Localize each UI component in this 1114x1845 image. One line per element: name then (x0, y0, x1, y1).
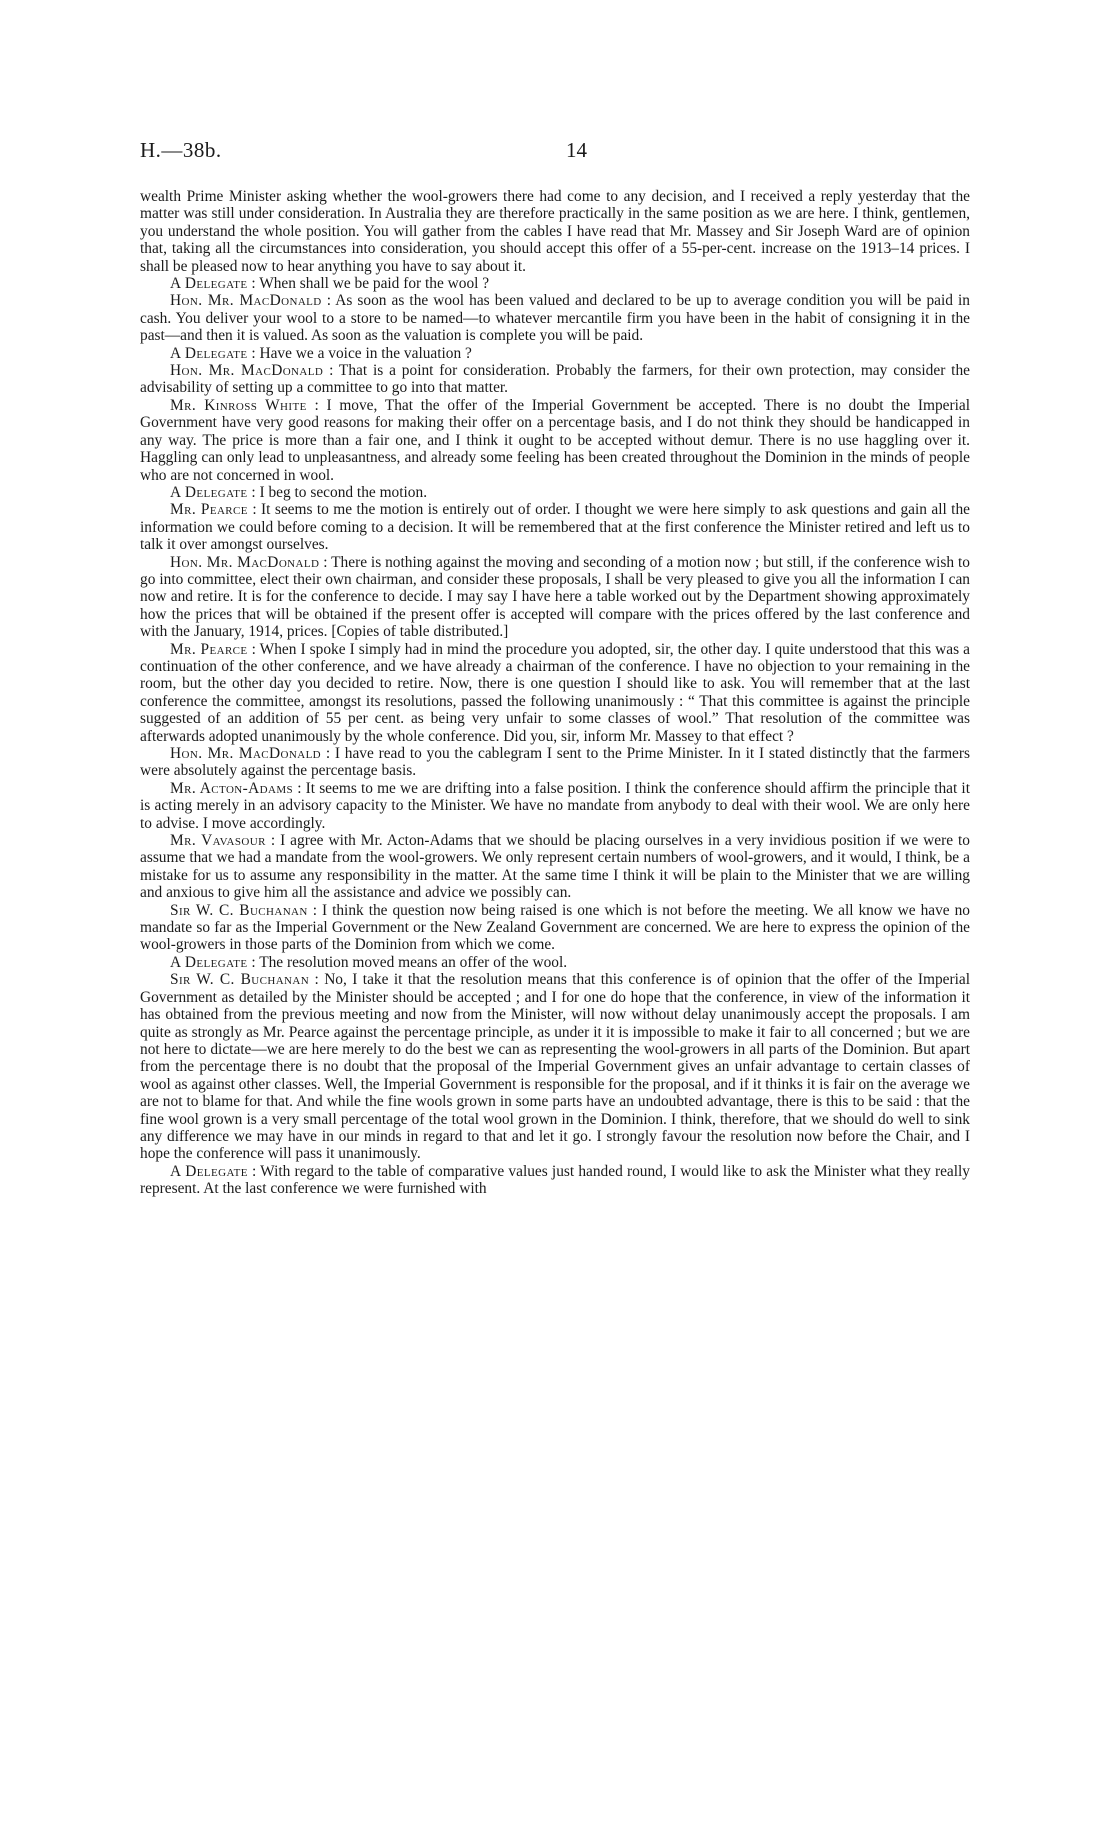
paragraph (140, 484, 970, 501)
paragraph-text: : Have we a voice in the valuation ? (251, 344, 472, 362)
paragraph-text: : I move, That the offer of the Imperial Government be accepted. There is no doubt the Imperial Government have very good reasons for making their offer on a percentage basis, and I do not think they should be handicapped in any way. The price is more than a fair one, and I think it ought to be accepted without demur. There is no use haggling over it. Haggling can only lead to unpleasantness, and already some feeling has been created throughout the Dominion in the minds of people who are not concerned in wool. (140, 396, 970, 484)
speaker-name: A Delegate (170, 344, 248, 362)
speaker-name: A Delegate (170, 1162, 248, 1180)
paragraph-text: : There is nothing against the moving and seconding of a motion now ; but still, if the conference wish to go into committee, elect their own chairman, and consider these proposals, I shall be very pleased to give you all the information I can now and retire. It is for the conference to decide. I may say I have here a table worked out by the Department showing approximately how the prices that will be obtained if the present offer is accepted will compare with the prices offered by the last conference and with the January, 1914, prices. [Copies of table distributed.] (140, 553, 970, 641)
paragraph (140, 275, 970, 292)
paragraph-text: : It seems to me the motion is entirely out of order. I thought we were here simply to ask questions and gain all the information we could before coming to a decision. It will be remembered that at the first conference the Minister retired and left us to talk it over amongst ourselves. (140, 501, 970, 554)
body-text (140, 188, 970, 1198)
paragraph (140, 362, 970, 397)
paragraph-text: : When I spoke I simply had in mind the procedure you adopted, sir, the other day. I quite understood that this was a continuation of the other conference, and we have already a chairman of the conference. I have no objection to your remaining in the room, but the other day you decided to retire. Now, there is one question I should like to ask. You will remember that at the last conference the committee, amongst its resolutions, passed the following unanimously : “ That this committee is against the principle suggested of an addition of 55 per cent. as being very unfair to some classes of wool.” That resolution of the committee was afterwards adopted unanimously by the whole conference. Did you, sir, inform Mr. Massey to that effect ? (140, 640, 970, 745)
paragraph-text: : I beg to second the motion. (251, 483, 428, 501)
document-reference: H.—38b. (140, 138, 222, 162)
paragraph-text: : When shall we be paid for the wool ? (251, 275, 490, 293)
paragraph-text: : The resolution moved means an offer of the wool. (251, 953, 568, 971)
paragraph (140, 954, 970, 971)
speaker-name: A Delegate (170, 953, 248, 971)
page-number: 14 (566, 138, 587, 162)
paragraph-text: : I have read to you the cablegram I sent to the Prime Minister. In it I stated distinctly that the farmers were absolutely against the percentage basis. (140, 745, 970, 780)
speaker-name: Hon. Mr. MacDonald (170, 362, 324, 380)
paragraph (140, 832, 970, 902)
paragraph (140, 397, 970, 484)
speaker-name: Mr. Vavasour (170, 832, 266, 850)
speaker-name: Hon. Mr. MacDonald (170, 745, 322, 762)
paragraph (140, 1163, 970, 1198)
speaker-name: Mr. Kinross White (170, 396, 307, 414)
paragraph (140, 554, 970, 641)
speaker-name: A Delegate (170, 275, 248, 293)
paragraph-text: : With regard to the table of comparative values just handed round, I would like to ask the Minister what they really represent. At the last conference we were furnished with (140, 1162, 970, 1198)
page-header (140, 138, 970, 168)
paragraph (140, 780, 970, 832)
speaker-name: Sir W. C. Buchanan (170, 901, 308, 919)
paragraph (140, 501, 970, 553)
paragraph (140, 641, 970, 745)
paragraph (140, 745, 970, 780)
paragraph-text: : I think the question now being raised is one which is not before the meeting. We all know we have no mandate so far as the Imperial Government or the New Zealand Government are concerned. We are here to express the opinion of the wool-growers in those parts of the Dominion from which we come. (140, 901, 970, 954)
paragraph-text: : I agree with Mr. Acton-Adams that we should be placing ourselves in a very invidious position if we were to assume that we had a mandate from the wool-growers. We only represent certain numbers of wool-growers, and it would, I think, be a mistake for us to assume any responsibility in the matter. At the same time I think it will be plain to the Minister that we are willing and anxious to give him all the assistance and advice we possibly can. (140, 832, 970, 902)
speaker-name: Hon. Mr. MacDonald (170, 292, 322, 310)
paragraph-text: : That is a point for consideration. Probably the farmers, for their own protection, may consider the advisability of setting up a committee to go into that matter. (140, 362, 970, 397)
speaker-name: Mr. Pearce (170, 640, 248, 658)
paragraph (140, 971, 970, 1162)
paragraph (140, 902, 970, 954)
paragraph-text: : As soon as the wool has been valued and declared to be up to average condition you will be paid in cash. You deliver your wool to a store to be named—to whatever mercantile firm you have been in the habit of consigning it in the past—and then it is valued. As soon as the valuation is complete you will be paid. (140, 292, 970, 345)
paragraph-text: : It seems to me we are drifting into a false position. I think the conference should affirm the principle that it is acting merely in an advisory capacity to the Minister. We have no mandate from anybody to deal with their wool. We are only here to advise. I move accordingly. (140, 779, 970, 832)
speaker-name: Mr. Acton-Adams (170, 779, 294, 797)
speaker-name: Hon. Mr. MacDonald (170, 553, 320, 571)
paragraph-text: : No, I take it that the resolution means that this conference is of opinion that the offer of the Imperial Government as detailed by the Minister should be accepted ; and I for one do hope that the conference, in view of the information it has obtained from the previous meeting and now from the Minister, will now without delay unanimously accept the proposals. I am quite as strongly as Mr. Pearce against the percentage principle, as under it it is impossible to make it fair to all concerned ; but we are not here to dictate—we are here merely to do the best we can as representing the wool-growers in all parts of the Dominion. But apart from the percentage there is no doubt that the proposal of the Imperial Government gives an unfair advantage to certain classes of wool as against other classes. Well, the Imperial Government is responsible for the proposal, and if it thinks it is fair on the average we are not to blame for that. And while the fine wools grown in some parts have an undoubted advantage, there is this to be said : that the fine wool grown is a very small percentage of the total wool grown in the Dominion. I think, therefore, that we should do well to sink any difference we may have in our minds in regard to that and let it go. I strongly favour the resolution now before the Chair, and I hope the conference will pass it unanimously. (140, 971, 970, 1163)
paragraph (140, 345, 970, 362)
speaker-name: Mr. Pearce (170, 501, 248, 519)
paragraph-text: wealth Prime Minister asking whether the wool-growers there had come to any decision, and I received a reply yesterday that the matter was still under consideration. In Australia they are therefore practically in the same position as we are here. I think, gentlemen, you understand the whole position. You will gather from the cables I have read that Mr. Massey and Sir Joseph Ward are of opinion that, taking all the circumstances into consideration, you should accept this offer of a 55-per-cent. increase on the 1913–14 prices. I shall be pleased now to hear anything you have to say about it. (140, 188, 970, 275)
speaker-name: A Delegate (170, 483, 248, 501)
paragraph (140, 292, 970, 344)
paragraph (140, 188, 970, 275)
speaker-name: Sir W. C. Buchanan (170, 971, 310, 989)
